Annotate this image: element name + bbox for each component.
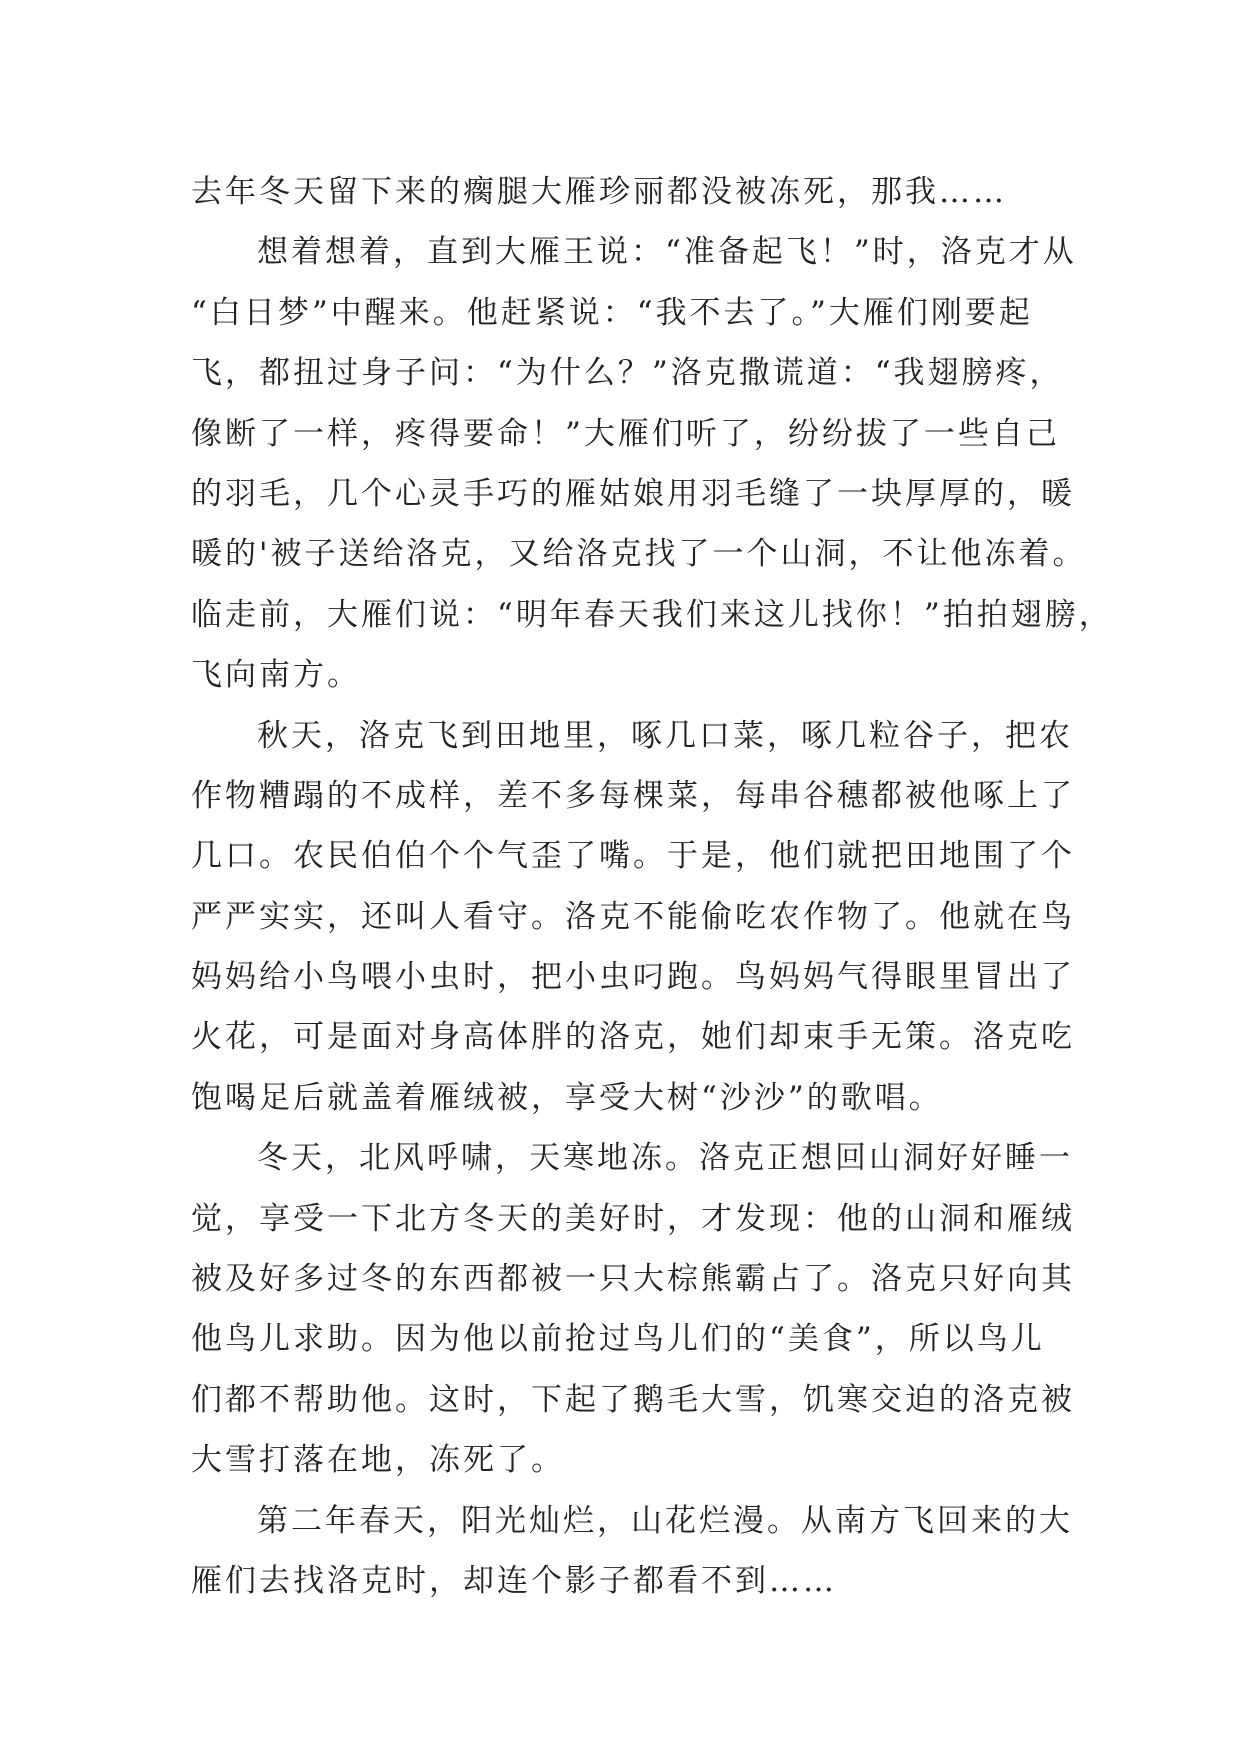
text-line: 雁们去找洛克时，却连个影子都看不到…… — [191, 1562, 837, 1599]
story-text — [191, 162, 1113, 1611]
text-line: 像断了一样，疼得要命！”大雁们听了，纷纷拔了一些自己 — [191, 415, 1060, 452]
text-line: 的羽毛，几个心灵手巧的雁姑娘用羽毛缝了一块厚厚的，暖 — [191, 475, 1075, 512]
text-line: 暖的'被子送给洛克，又给洛克找了一个山洞，不让他冻着。 — [191, 536, 1087, 573]
paragraph-first-line: 冬天，北风呼啸，天寒地冻。洛克正想回山洞好好睡一 — [257, 1140, 1073, 1177]
text-line: 大雪打落在地，冻死了。 — [191, 1442, 565, 1479]
text-line: 去年冬天留下来的瘸腿大雁珍丽都没被冻死，那我…… — [191, 174, 1007, 210]
text-line: 饱喝足后就盖着雁绒被，享受大树“沙沙”的歌唱。 — [191, 1079, 943, 1116]
paragraph-first-line: 第二年春天，阳光灿烂，山花烂漫。从南方飞回来的大 — [257, 1502, 1073, 1539]
text-line: 作物糟蹋的不成样，差不多每棵菜，每串谷穗都被他啄上了 — [191, 777, 1075, 814]
text-line: 严严实实，还叫人看守。洛克不能偷吃农作物了。他就在鸟 — [191, 898, 1075, 935]
text-line: 飞向南方。 — [191, 657, 361, 694]
text-line: 被及好多过冬的东西都被一只大棕熊霸占了。洛克只好向其 — [191, 1261, 1075, 1298]
text-line: 妈妈给小鸟喂小虫时，把小虫叼跑。鸟妈妈气得眼里冒出了 — [191, 959, 1075, 996]
text-line: 几口。农民伯伯个个气歪了嘴。于是，他们就把田地围了个 — [191, 838, 1075, 875]
text-line: 觉，享受一下北方冬天的美好时，才发现：他的山洞和雁绒 — [191, 1200, 1075, 1237]
text-line: 他鸟儿求助。因为他以前抢过鸟儿们的“美食”，所以鸟儿 — [191, 1321, 1045, 1358]
text-line: “白日梦”中醒来。他赶紧说：“我不去了。”大雁们刚要起 — [191, 294, 1033, 331]
text-line: 飞，都扭过身子问：“为什么？”洛克撒谎道：“我翅膀疼， — [191, 355, 1064, 392]
text-line: 们都不帮助他。这时，下起了鹅毛大雪，饥寒交迫的洛克被 — [191, 1381, 1075, 1418]
paragraph-first-line: 想着想着，直到大雁王说：“准备起飞！”时，洛克才从 — [257, 234, 1077, 271]
text-line: 临走前，大雁们说：“明年春天我们来这儿找你！”拍拍翅膀， — [191, 596, 1113, 633]
paragraph-first-line: 秋天，洛克飞到田地里，啄几口菜，啄几粒谷子，把农 — [257, 717, 1073, 754]
text-line: 火花，可是面对身高体胖的洛克，她们却束手无策。洛克吃 — [191, 1019, 1075, 1056]
